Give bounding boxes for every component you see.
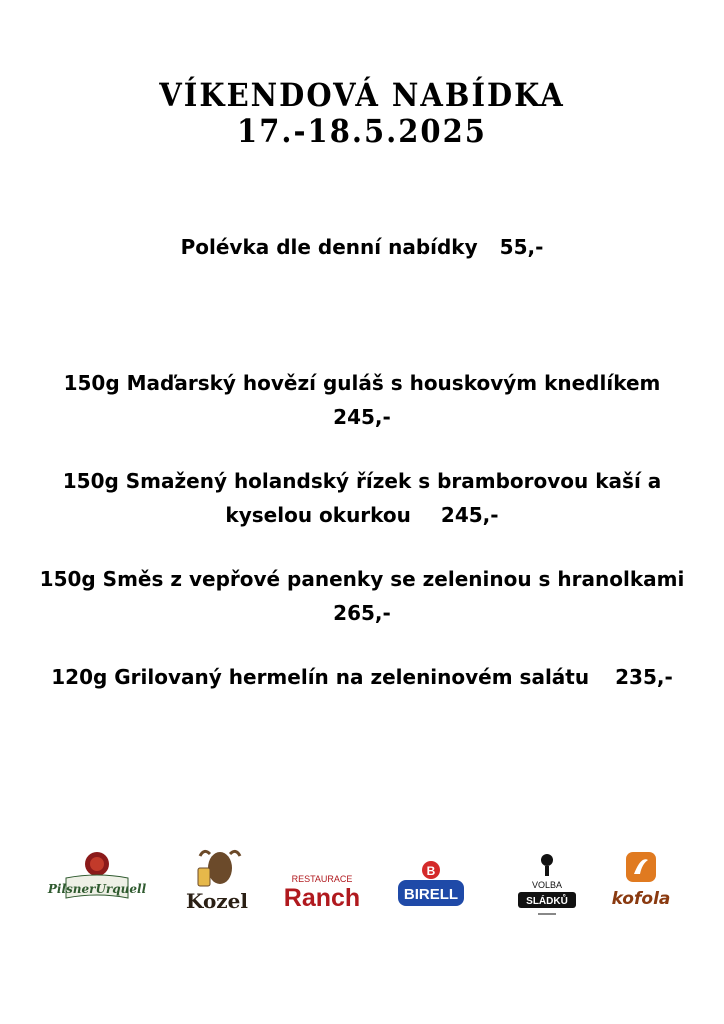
menu-item-price: 245,- (440, 503, 499, 527)
svg-text:PilsnerUrquell: PilsnerUrquell (47, 882, 147, 896)
page-dates: 17.-18.5.2025 (237, 112, 487, 150)
svg-text:VOLBA: VOLBA (531, 880, 563, 890)
svg-text:Ranch: Ranch (283, 884, 361, 912)
menu-item-name: 120g Grilovaný hermelín na zeleninovém salátu (51, 665, 590, 689)
menu-item-soup (40, 230, 684, 264)
menu-item-price: 245,- (333, 405, 391, 429)
page-title: VÍKENDOVÁ NABÍDKA (159, 76, 565, 114)
menu-item-name-line1: 150g Smažený holandský řízek s bramborovou kaší a (62, 469, 662, 493)
svg-text:B: B (426, 864, 436, 878)
sponsor-logos (0, 848, 724, 928)
volba-sladku-logo (514, 848, 580, 920)
birell-logo (394, 848, 468, 912)
svg-text:kofola: kofola (611, 889, 671, 909)
pilsner-urquell-logo (47, 848, 147, 912)
kofola-logo (610, 848, 674, 920)
svg-text:SLÁDKŮ: SLÁDKŮ (526, 896, 568, 907)
menu-item-schnitzel (40, 464, 684, 532)
ranch-logo (280, 848, 364, 912)
menu-item-name: Polévka dle denní nabídky (180, 235, 478, 259)
menu-item-goulash (40, 366, 684, 434)
svg-text:RESTAURACE: RESTAURACE (291, 874, 353, 884)
menu-item-price: 235,- (615, 665, 673, 689)
menu-item-name: 150g Směs z vepřové panenky se zeleninou s hranolkami (39, 567, 685, 591)
svg-text:BIRELL: BIRELL (403, 886, 459, 903)
kozel-logo (180, 848, 254, 912)
menu-item-pork-mix (20, 562, 704, 630)
menu-item-price: 55,- (499, 235, 544, 259)
menu-item-name-line2: kyselou okurkou (225, 503, 411, 527)
svg-text:Kozel: Kozel (186, 889, 248, 913)
menu-item-price: 265,- (333, 601, 391, 625)
menu-item-name: 150g Maďarský hovězí guláš s houskovým knedlíkem (63, 371, 661, 395)
menu-item-hermelin (40, 660, 684, 694)
